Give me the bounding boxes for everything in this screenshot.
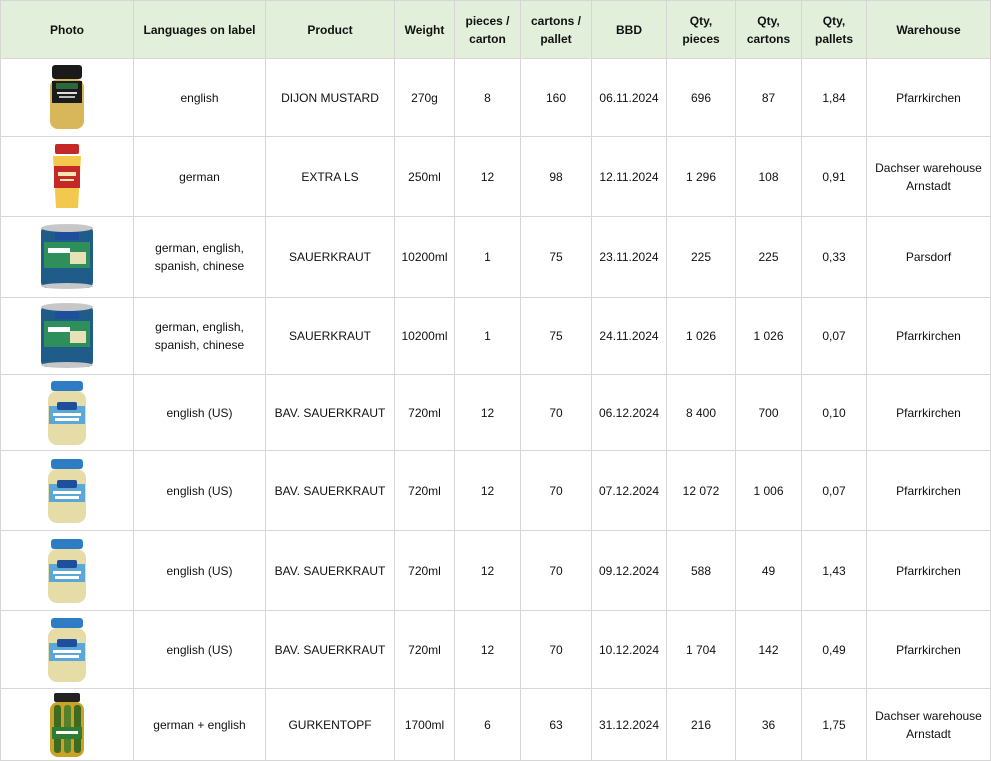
warehouse-cell: Pfarrkirchen xyxy=(867,298,991,375)
weight-cell: 270g xyxy=(395,59,455,137)
bbd-cell: 31.12.2024 xyxy=(592,689,667,761)
weight-cell: 1700ml xyxy=(395,689,455,761)
header-cartons-pallet: cartons / pallet xyxy=(521,1,592,59)
product-cell: BAV. SAUERKRAUT xyxy=(266,375,395,451)
qty-pieces-cell: 1 296 xyxy=(667,137,736,217)
pieces-carton-cell: 8 xyxy=(455,59,521,137)
mustard-jar-icon xyxy=(45,63,89,133)
mustard-glass-icon xyxy=(47,142,87,212)
table-row xyxy=(1,217,991,298)
languages-cell: english (US) xyxy=(134,375,266,451)
qty-pieces-cell: 1 026 xyxy=(667,298,736,375)
product-cell: BAV. SAUERKRAUT xyxy=(266,611,395,689)
cartons-pallet-cell: 70 xyxy=(521,531,592,611)
sauerkraut-can-icon xyxy=(38,301,96,371)
languages-cell: german + english xyxy=(134,689,266,761)
qty-pallets-cell: 1,43 xyxy=(802,531,867,611)
languages-cell: german, english, spanish, chinese xyxy=(134,217,266,298)
bbd-cell: 24.11.2024 xyxy=(592,298,667,375)
pieces-carton-cell: 12 xyxy=(455,531,521,611)
pickle-jar-icon xyxy=(45,691,89,759)
sauerkraut-jar-icon xyxy=(44,536,90,606)
qty-pallets-cell: 1,84 xyxy=(802,59,867,137)
header-photo: Photo xyxy=(1,1,134,59)
qty-pallets-cell: 1,75 xyxy=(802,689,867,761)
weight-cell: 720ml xyxy=(395,611,455,689)
languages-cell: english (US) xyxy=(134,531,266,611)
weight-cell: 720ml xyxy=(395,531,455,611)
warehouse-cell: Pfarrkirchen xyxy=(867,375,991,451)
qty-cartons-cell: 1 006 xyxy=(736,451,802,531)
qty-cartons-cell: 700 xyxy=(736,375,802,451)
photo-cell xyxy=(1,451,134,531)
bbd-cell: 06.11.2024 xyxy=(592,59,667,137)
warehouse-cell: Pfarrkirchen xyxy=(867,531,991,611)
bbd-cell: 10.12.2024 xyxy=(592,611,667,689)
pieces-carton-cell: 6 xyxy=(455,689,521,761)
bbd-cell: 12.11.2024 xyxy=(592,137,667,217)
table-row xyxy=(1,298,991,375)
header-weight: Weight xyxy=(395,1,455,59)
sauerkraut-jar-icon xyxy=(44,615,90,685)
photo-cell xyxy=(1,217,134,298)
pieces-carton-cell: 12 xyxy=(455,611,521,689)
cartons-pallet-cell: 70 xyxy=(521,611,592,689)
sauerkraut-jar-icon xyxy=(44,378,90,448)
qty-pieces-cell: 225 xyxy=(667,217,736,298)
table-row xyxy=(1,59,991,137)
header-bbd: BBD xyxy=(592,1,667,59)
cartons-pallet-cell: 63 xyxy=(521,689,592,761)
qty-pieces-cell: 588 xyxy=(667,531,736,611)
cartons-pallet-cell: 70 xyxy=(521,451,592,531)
bbd-cell: 07.12.2024 xyxy=(592,451,667,531)
bbd-cell: 06.12.2024 xyxy=(592,375,667,451)
pieces-carton-cell: 12 xyxy=(455,375,521,451)
sauerkraut-can-icon xyxy=(38,222,96,292)
table-row xyxy=(1,451,991,531)
header-warehouse: Warehouse xyxy=(867,1,991,59)
warehouse-cell: Dachser warehouse Arnstadt xyxy=(867,689,991,761)
pieces-carton-cell: 1 xyxy=(455,217,521,298)
product-cell: BAV. SAUERKRAUT xyxy=(266,531,395,611)
qty-cartons-cell: 36 xyxy=(736,689,802,761)
qty-pieces-cell: 216 xyxy=(667,689,736,761)
pieces-carton-cell: 12 xyxy=(455,137,521,217)
table-row xyxy=(1,689,991,761)
pieces-carton-cell: 1 xyxy=(455,298,521,375)
product-cell: SAUERKRAUT xyxy=(266,217,395,298)
header-product: Product xyxy=(266,1,395,59)
product-cell: DIJON MUSTARD xyxy=(266,59,395,137)
warehouse-cell: Pfarrkirchen xyxy=(867,59,991,137)
cartons-pallet-cell: 98 xyxy=(521,137,592,217)
qty-cartons-cell: 1 026 xyxy=(736,298,802,375)
table-row xyxy=(1,531,991,611)
table-row xyxy=(1,375,991,451)
cartons-pallet-cell: 75 xyxy=(521,298,592,375)
table-row xyxy=(1,611,991,689)
weight-cell: 720ml xyxy=(395,375,455,451)
header-languages: Languages on label xyxy=(134,1,266,59)
warehouse-cell: Parsdorf xyxy=(867,217,991,298)
weight-cell: 10200ml xyxy=(395,298,455,375)
photo-cell xyxy=(1,689,134,761)
cartons-pallet-cell: 75 xyxy=(521,217,592,298)
qty-pallets-cell: 0,10 xyxy=(802,375,867,451)
header-qty-pallets: Qty, pallets xyxy=(802,1,867,59)
qty-pieces-cell: 696 xyxy=(667,59,736,137)
qty-pallets-cell: 0,07 xyxy=(802,451,867,531)
cartons-pallet-cell: 160 xyxy=(521,59,592,137)
languages-cell: german, english, spanish, chinese xyxy=(134,298,266,375)
photo-cell xyxy=(1,59,134,137)
header-qty-pieces: Qty, pieces xyxy=(667,1,736,59)
photo-cell xyxy=(1,531,134,611)
qty-pallets-cell: 0,07 xyxy=(802,298,867,375)
languages-cell: english (US) xyxy=(134,451,266,531)
table-row xyxy=(1,137,991,217)
languages-cell: english (US) xyxy=(134,611,266,689)
photo-cell xyxy=(1,611,134,689)
photo-cell xyxy=(1,137,134,217)
weight-cell: 10200ml xyxy=(395,217,455,298)
warehouse-cell: Dachser warehouse Arnstadt xyxy=(867,137,991,217)
sauerkraut-jar-icon xyxy=(44,456,90,526)
product-cell: SAUERKRAUT xyxy=(266,298,395,375)
qty-pieces-cell: 12 072 xyxy=(667,451,736,531)
product-cell: EXTRA LS xyxy=(266,137,395,217)
pieces-carton-cell: 12 xyxy=(455,451,521,531)
qty-cartons-cell: 225 xyxy=(736,217,802,298)
qty-cartons-cell: 142 xyxy=(736,611,802,689)
product-cell: GURKENTOPF xyxy=(266,689,395,761)
header-row xyxy=(1,1,991,59)
warehouse-cell: Pfarrkirchen xyxy=(867,451,991,531)
bbd-cell: 09.12.2024 xyxy=(592,531,667,611)
header-qty-cartons: Qty, cartons xyxy=(736,1,802,59)
weight-cell: 250ml xyxy=(395,137,455,217)
photo-cell xyxy=(1,298,134,375)
qty-pieces-cell: 1 704 xyxy=(667,611,736,689)
bbd-cell: 23.11.2024 xyxy=(592,217,667,298)
qty-cartons-cell: 108 xyxy=(736,137,802,217)
photo-cell xyxy=(1,375,134,451)
languages-cell: english xyxy=(134,59,266,137)
qty-pallets-cell: 0,49 xyxy=(802,611,867,689)
qty-cartons-cell: 49 xyxy=(736,531,802,611)
qty-cartons-cell: 87 xyxy=(736,59,802,137)
qty-pallets-cell: 0,33 xyxy=(802,217,867,298)
languages-cell: german xyxy=(134,137,266,217)
weight-cell: 720ml xyxy=(395,451,455,531)
warehouse-cell: Pfarrkirchen xyxy=(867,611,991,689)
qty-pieces-cell: 8 400 xyxy=(667,375,736,451)
header-pieces-carton: pieces / carton xyxy=(455,1,521,59)
cartons-pallet-cell: 70 xyxy=(521,375,592,451)
product-cell: BAV. SAUERKRAUT xyxy=(266,451,395,531)
qty-pallets-cell: 0,91 xyxy=(802,137,867,217)
